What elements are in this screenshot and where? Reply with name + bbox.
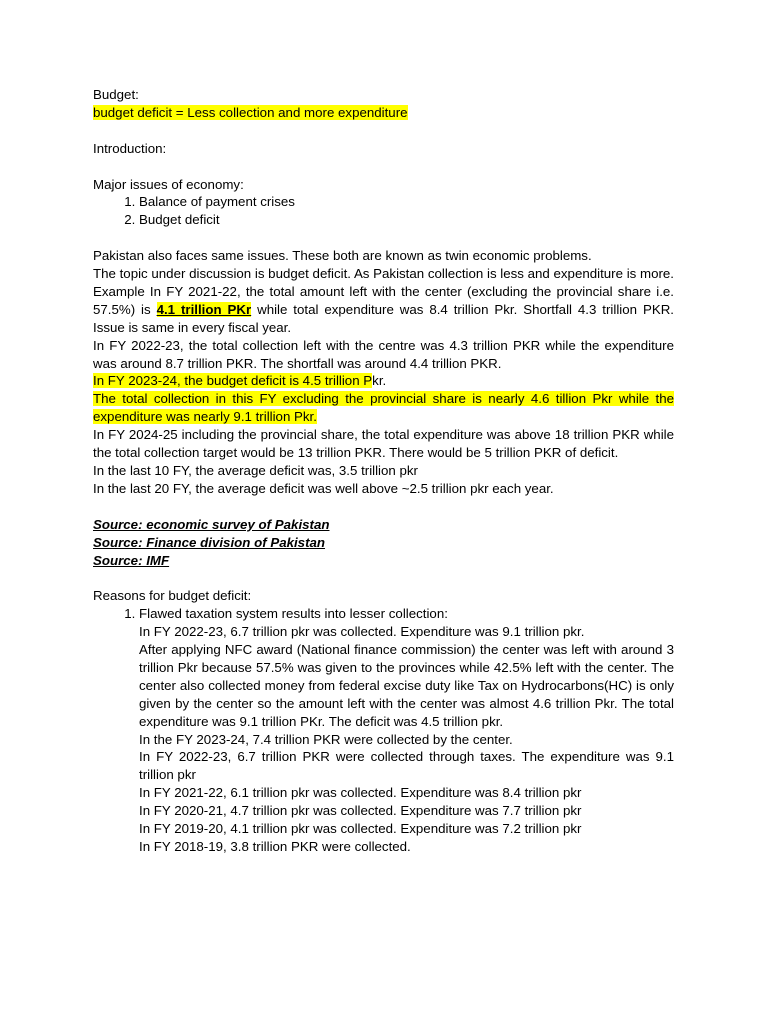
detail-line: In FY 2018-19, 3.8 trillion PKR were collected. (139, 838, 411, 854)
detail-line: In FY 2022-23, 6.7 trillion PKR were collected through taxes. The expenditure was 9.1 trillion pkr (139, 749, 674, 783)
detail-line: In FY 2019-20, 4.1 trillion pkr was collected. Expenditure was 7.2 trillion pkr (139, 821, 582, 837)
detail-paragraph: After applying NFC award (National finance commission) the center was left with around 3 trillion Pkr because 57.5% was given to the provinces while 42.5% left with the center. The center also collected money from federal excise duty like Tax on Hydrocarbons(HC) is only given by the center so the amount left with the center was almost 4.6 trillion Pkr. The total expenditure was 9.1 trillion PKr. The deficit was 4.5 trillion pkr. (139, 642, 674, 729)
paragraph-fy2324-total (93, 390, 674, 426)
definition-highlight: budget deficit = Less collection and more expenditure (93, 104, 408, 120)
reasons-list (93, 605, 674, 623)
list-item: 2. Budget deficit (139, 211, 674, 229)
list-item: 1. Balance of payment crises (139, 193, 674, 211)
detail-line: In FY 2020-21, 4.7 trillion pkr was collected. Expenditure was 7.7 trillion pkr (139, 803, 582, 819)
amount-highlight: 4.1 trillion PKr (156, 301, 252, 317)
source-finance-division: Source: Finance division of Pakistan (93, 534, 326, 550)
detail-line: In FY 2022-23, 6.7 trillion pkr was collected. Expenditure was 9.1 trillion pkr. (139, 624, 585, 640)
paragraph-fy2223: In FY 2022-23, the total collection left with the centre was 4.3 trillion PKR while the expenditure was around 8.7 trillion PKR. The shortfall was around 4.4 trillion PKR. (93, 337, 674, 371)
source-imf: Source: IMF (93, 552, 170, 568)
last-20-years-text: In the last 20 FY, the average deficit was well above ~2.5 trillion pkr each year. (93, 480, 554, 496)
major-issues-heading: Major issues of economy: (93, 176, 244, 192)
twin-problems-text: Pakistan also faces same issues. These both are known as twin economic problems. (93, 248, 592, 264)
paragraph-fy2122: The topic under discussion is budget deficit. As Pakistan collection is less and expenditure is more. Example In FY 2021-22, the total amount left with the center (excluding the provincial share i.e. 57.5%) is 4.1 trillion PKr while total expenditure was 8.4 trillion Pkr. Shortfall 4.3 trillion PKR. Issue is same in every fiscal year. (93, 266, 674, 335)
paragraph-fy2324: In FY 2023-24, the budget deficit is 4.5 trillion Pkr. (93, 373, 387, 389)
paragraph-fy2425: In FY 2024-25 including the provincial share, the total expenditure was above 18 trillion PKR while the total collection target would be 13 trillion PKR. There would be 5 trillion PKR of deficit. (93, 427, 674, 461)
reasons-heading: Reasons for budget deficit: (93, 588, 252, 604)
last-10-years-text: In the last 10 FY, the average deficit was, 3.5 trillion pkr (93, 462, 418, 478)
major-issues-list (93, 193, 674, 229)
doc-heading: Budget: (93, 87, 139, 102)
list-item: 1. Flawed taxation system results into lesser collection: (139, 605, 674, 623)
detail-line: In the FY 2023-24, 7.4 trillion PKR were collected by the center. (139, 731, 513, 747)
deficit-highlight: In FY 2023-24, the budget deficit is 4.5 trillion P (93, 373, 373, 389)
reason-1-details (93, 623, 674, 856)
detail-line: In FY 2021-22, 6.1 trillion pkr was collected. Expenditure was 8.4 trillion pkr (139, 785, 582, 801)
total-collection-highlight: The total collection in this FY excluding the provincial share is nearly 4.6 tillion Pkr while the expenditure was nearly 9.1 trillion Pkr. (93, 391, 674, 425)
source-economic-survey: Source: economic survey of Pakistan (93, 516, 330, 532)
introduction-heading: Introduction: (93, 140, 167, 156)
